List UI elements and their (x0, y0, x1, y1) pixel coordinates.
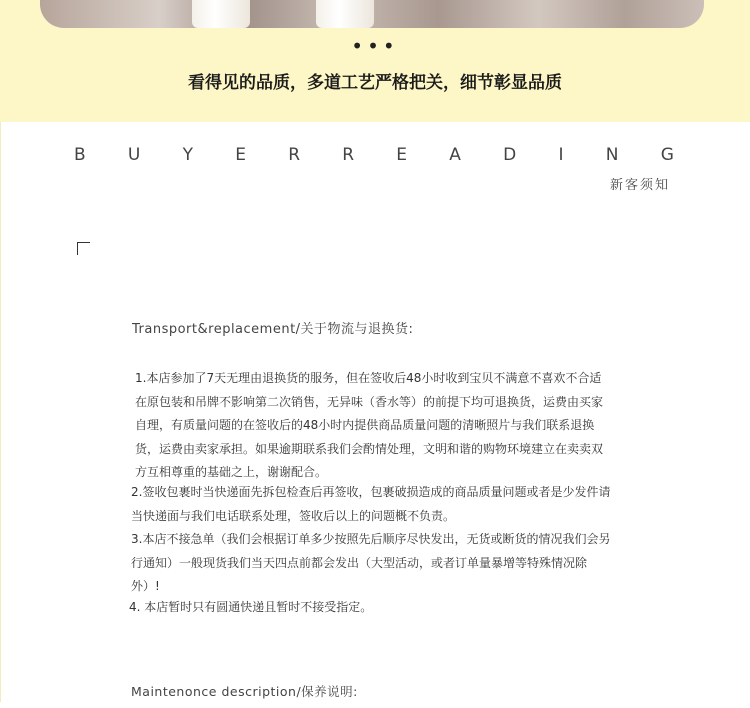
transport-item-3: 3.本店不接急单（我们会根据订单多少按照先后顺序尽快发出，无货或断货的情况我们会另行通知）一般现货我们当天四点前都会发出（大型活动，或者订单量暴增等特殊情况除外）! (131, 532, 611, 593)
transport-item-4: 4. 本店暂时只有圆通快递且暂时不接受指定。 (129, 600, 373, 614)
title-letter: U (127, 145, 141, 165)
banner-headline: 看得见的品质，多道工艺严格把关，细节彰显品质 (188, 73, 562, 93)
title-letter: R (288, 145, 301, 165)
title-letter: N (605, 145, 619, 165)
title-letter: Y (182, 145, 193, 165)
transport-item-2: 2.签收包裹时当快递面先拆包检查后再签收，包裹破损造成的商品质量问题或者是少发件请当快递面与我们电话联系处理，签收后以上的问题概不负责。 (131, 485, 611, 523)
title-letter: R (342, 145, 355, 165)
title-letter: D (503, 145, 517, 165)
transport-item-1: 1.本店参加了7天无理由退换货的服务，但在签收后48小时收到宝贝不满意不喜欢不合适在原包装和吊牌不影响第二次销售，无异味（香水等）的前提下均可退换货，运费由买家自理，有质量问题的在签收后的48小时内提供商品质量问题的清晰照片与我们联系退换货，运费由卖家承担。如果逾期联系我们会酌情处理，文明和谐的购物环境建立在卖卖双方互相尊重的基础之上，谢谢配合。 (135, 371, 604, 479)
maintenance-section-title: Maintenonce description/保养说明: (131, 684, 358, 699)
product-bottle-right (316, 0, 374, 28)
transport-section-title: Transport&replacement/关于物流与退换货: (132, 322, 414, 337)
corner-bracket-decoration (77, 242, 90, 255)
title-letter: E (235, 145, 246, 165)
top-banner (0, 0, 750, 122)
title-letter: G (660, 145, 674, 165)
product-photo (40, 0, 704, 28)
title-letter: B (74, 145, 86, 165)
buyer-reading-subtitle: 新客须知 (609, 178, 670, 193)
side-divider (0, 122, 1, 702)
dots-ornament: ••• (351, 34, 399, 58)
title-letter: I (558, 145, 564, 165)
title-letter: A (449, 145, 461, 165)
buyer-reading-title (74, 145, 674, 165)
title-letter: E (396, 145, 408, 165)
product-bottle-left (192, 0, 250, 28)
